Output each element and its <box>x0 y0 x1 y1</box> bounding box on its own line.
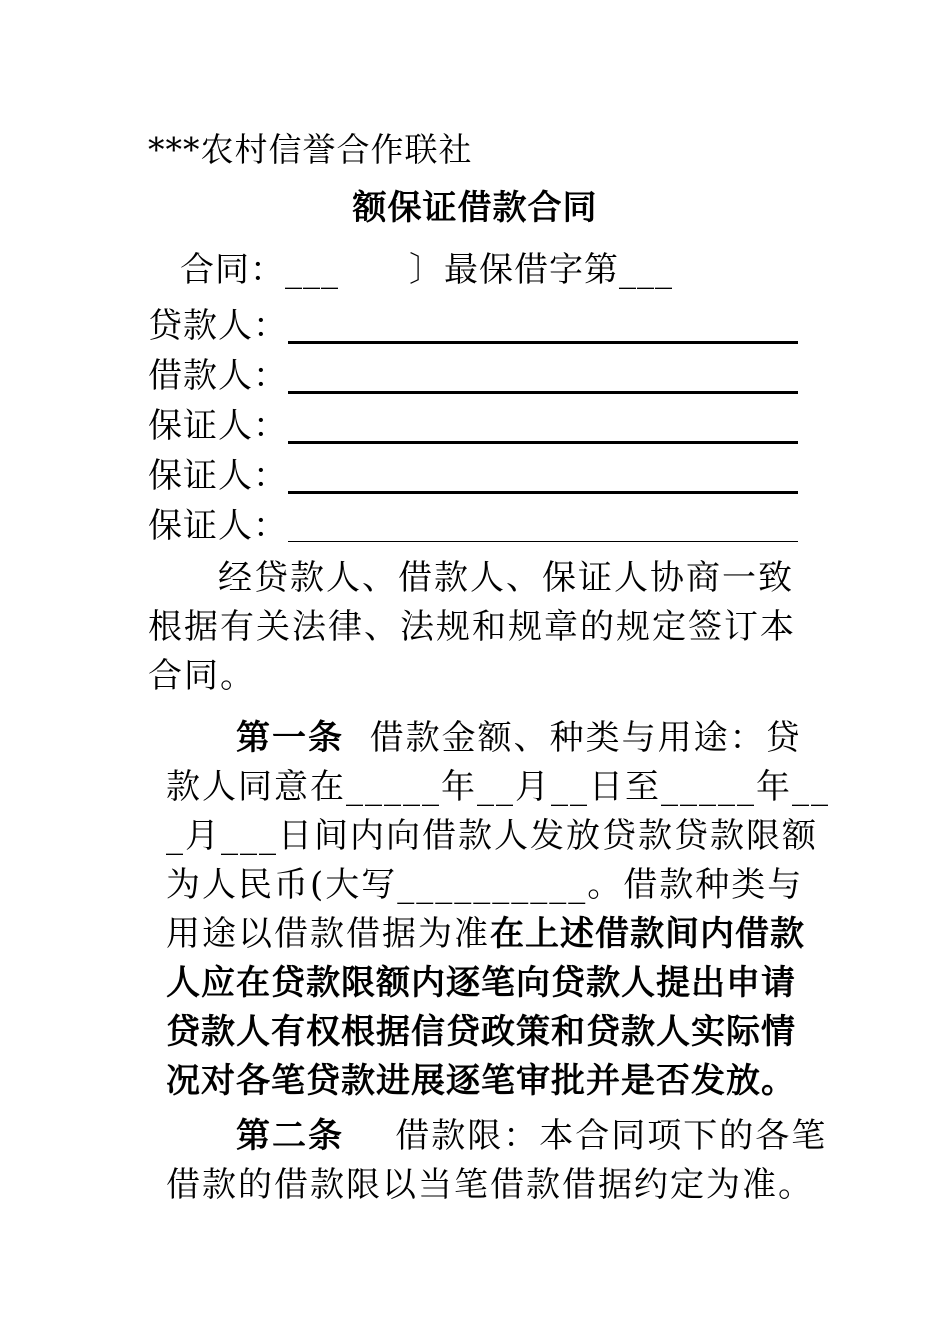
intro-line-3: 合同。 <box>148 656 256 696</box>
party-label: 贷款人： <box>148 306 288 346</box>
guarantor-1-blank-line <box>288 441 798 444</box>
article-2-heading: 第二条 <box>236 1116 344 1156</box>
party-label: 借款人： <box>148 356 288 396</box>
article-1-first-line <box>236 714 802 763</box>
party-guarantor-1 <box>148 404 288 448</box>
article-1-text: 借款金额、种类与用途：贷 <box>369 718 802 758</box>
contract-number: 合同：___ 〕最保借字第___ <box>180 250 673 290</box>
article-1-line-5-bold: 在上述借款间内借款 <box>490 914 805 954</box>
guarantor-2-blank-line <box>288 491 798 494</box>
article-1-line-2: 款人同意在_____年__月__日至_____年__ <box>166 767 830 807</box>
guarantor-3-blank-line <box>288 541 798 542</box>
party-guarantor-3 <box>148 504 288 548</box>
article-1-line-8: 况对各笔贷款进展逐笔审批并是否发放。 <box>166 1061 796 1101</box>
intro-line-2: 根据有关法律、法规和规章的规定签订本 <box>148 607 796 647</box>
article-1-line-7: 贷款人有权根据信贷政策和贷款人实际情 <box>166 1012 796 1052</box>
intro-line-1: 经贷款人、借款人、保证人协商一致 <box>218 558 794 598</box>
article-2-first-line <box>236 1112 827 1161</box>
article-1-heading: 第一条 <box>236 718 344 758</box>
article-1-line-3: _月___日间内向借款人发放贷款贷款限额 <box>166 816 818 856</box>
party-label: 保证人： <box>148 456 288 496</box>
organization-name: ***农村信誉合作联社 <box>148 130 473 169</box>
lender-blank-line <box>288 341 798 344</box>
borrower-blank-line <box>288 391 798 394</box>
article-1-line-4: 为人民币(大写__________。借款种类与 <box>166 865 804 905</box>
party-label: 保证人： <box>148 506 288 546</box>
article-1-line-6: 人应在贷款限额内逐笔向贷款人提出申请 <box>166 963 796 1003</box>
article-1-line-5-normal: 用途以借款借据为准 <box>166 914 490 954</box>
article-1-line-5 <box>166 910 806 959</box>
contract-title: 额保证借款合同 <box>352 188 598 228</box>
article-2-line-2: 借款的借款限以当笔借款借据约定为准。 <box>166 1165 814 1205</box>
article-2-text: 借款限：本合同项下的各笔 <box>395 1116 828 1156</box>
party-guarantor-2 <box>148 454 288 498</box>
party-label: 保证人： <box>148 406 288 446</box>
party-lender <box>148 304 288 348</box>
party-borrower <box>148 354 288 398</box>
